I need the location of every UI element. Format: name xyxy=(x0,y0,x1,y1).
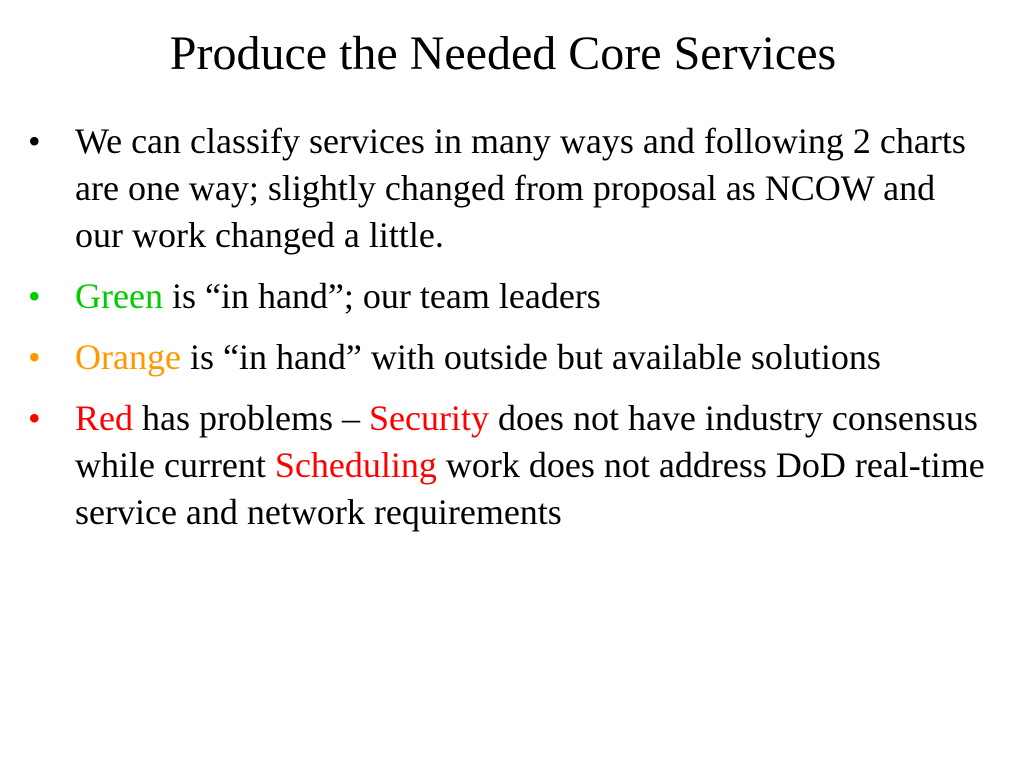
bullet-item xyxy=(28,334,988,381)
bullet-marker: • xyxy=(28,121,41,161)
text-segment-scheduling: Scheduling xyxy=(274,445,437,485)
text-segment: has problems – xyxy=(133,398,369,438)
text-segment-security: Security xyxy=(368,398,489,438)
text-segment: is “in hand”; our team leaders xyxy=(162,276,601,316)
text-segment-green: Green xyxy=(75,276,163,316)
bullet-marker: • xyxy=(28,337,41,377)
text-segment: We can classify services in many ways and following 2 charts are one way; slightly changed from proposal as NCOW and our work changed a little. xyxy=(75,121,966,255)
bullet-item xyxy=(28,395,988,536)
text-segment-red: Red xyxy=(75,398,133,438)
slide-title: Produce the Needed Core Services xyxy=(169,27,837,80)
text-segment: work does not address DoD real-time service and network requirements xyxy=(75,445,985,532)
bullet-item xyxy=(28,273,988,320)
text-segment-orange: Orange xyxy=(75,337,181,377)
bullet-item xyxy=(28,118,988,259)
bullet-marker: • xyxy=(28,398,41,438)
bullet-list xyxy=(28,118,988,550)
bullet-marker: • xyxy=(28,276,41,316)
text-segment: is “in hand” with outside but available solutions xyxy=(180,337,881,377)
text-segment: does not have industry consensus while current xyxy=(75,398,978,485)
